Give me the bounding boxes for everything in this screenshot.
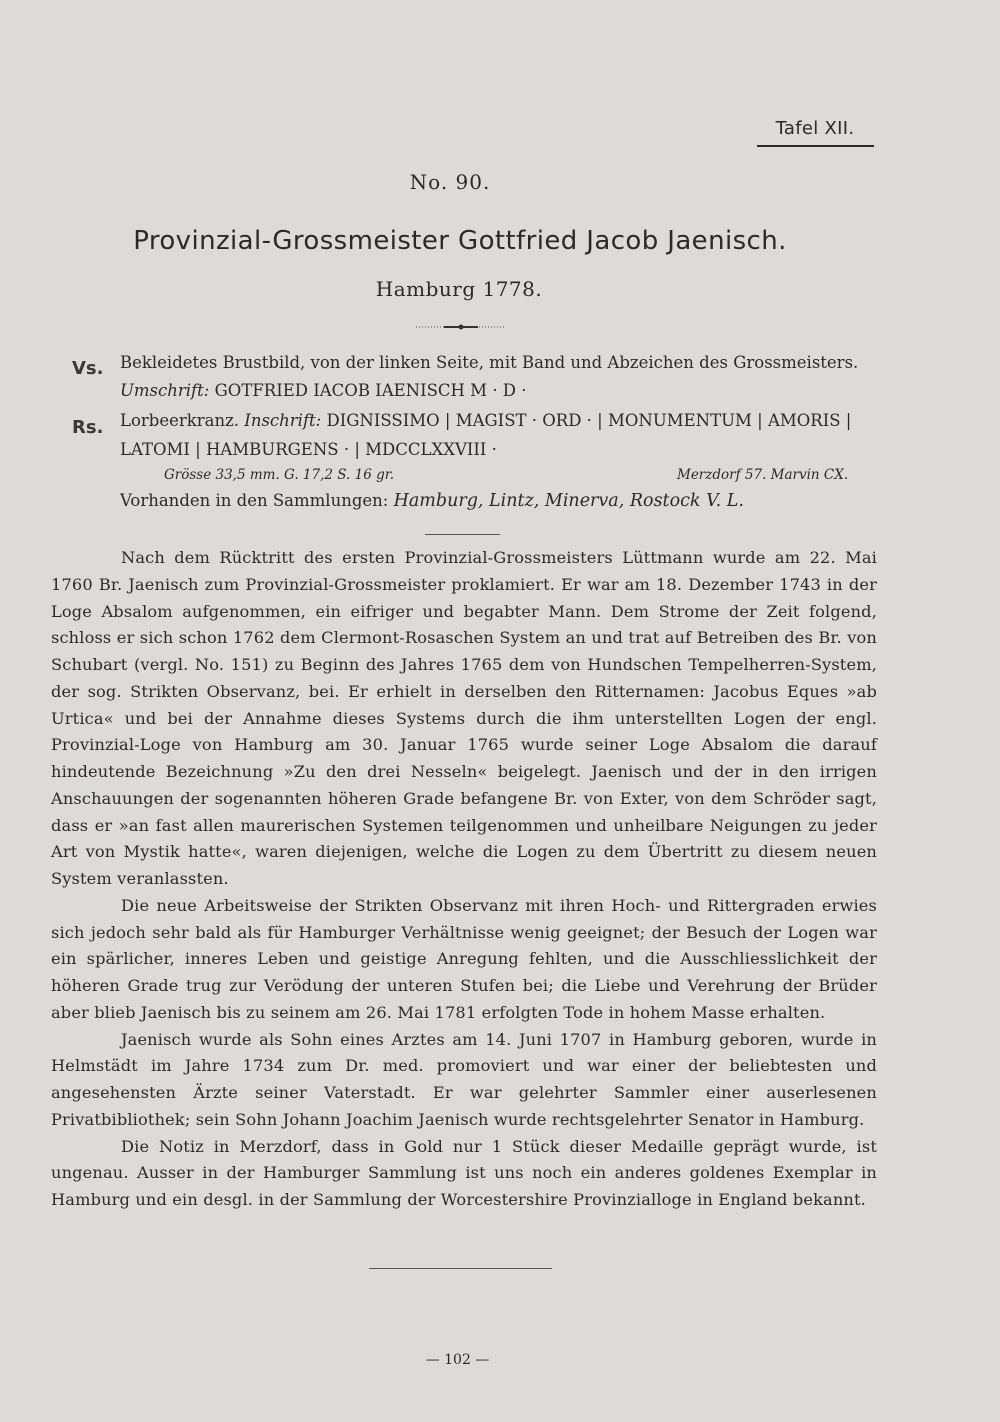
ornament-divider [416, 322, 506, 332]
reverse-label: Rs. [72, 417, 104, 438]
reverse-description: Lorbeerkranz. [120, 411, 240, 430]
section-divider [425, 534, 500, 535]
reverse-inscription-1: DIGNISSIMO | MAGIST · ORD · | MONUMENTUM | AMORIS | [326, 411, 852, 430]
page-title: Provinzial-Grossmeister Gottfried Jacob Jaenisch. [133, 226, 787, 256]
size-weight-line: Grösse 33,5 mm. G. 17,2 S. 16 gr. [164, 467, 394, 483]
catalog-number: No. 90. [409, 170, 491, 194]
reverse-inscription-2: LATOMI | HAMBURGENS · | MDCCLXXVIII · [120, 440, 497, 459]
references-line: Merzdorf 57. Marvin CX. [677, 467, 849, 483]
footer-divider [369, 1268, 552, 1269]
collections-label: Vorhanden in den Sammlungen: [120, 491, 389, 510]
collections-line [120, 491, 744, 511]
inscription-label: Umschrift: [120, 381, 210, 400]
reverse-description-line [120, 411, 851, 430]
plate-label: Tafel XII. [775, 118, 855, 139]
body-text [51, 545, 877, 1214]
obverse-inscription: GOTFRIED IACOB IAENISCH M · D · [214, 381, 527, 400]
place-year: Hamburg 1778. [375, 277, 543, 301]
obverse-description: Bekleidetes Brustbild, von der linken Seite, mit Band und Abzeichen des Grossmeisters. [120, 353, 859, 372]
paragraph: Nach dem Rücktritt des ersten Provinzial-Grossmeisters Lüttmann wurde am 22. Mai 1760 Br. Jaenisch zum Provinzial-Grossmeister proklamiert. Er war am 18. Dezember 1743 in der Loge Absalom aufgenommen, ein eifriger und begabter Mann. Dem Strome der Zeit folgend, schloss er sich schon 1762 dem Clermont-Rosaschen System an und trat auf Betreiben des Br. von Schubart (vergl. No. 151) zu Beginn des Jahres 1765 dem von Hundschen Tempelherren-System, der sog. Strikten Observanz, bei. Er erhielt in derselben den Ritternamen: Jacobus Eques »ab Urtica« und bei der Annahme dieses Systems durch die ihm unterstellten Logen der engl. Provinzial-Loge von Hamburg am 30. Januar 1765 wurde seiner Loge Absalom die darauf hindeutende Bezeichnung »Zu den drei Nesseln« beigelegt. Jaenisch und der in den irrigen Anschauungen der sogenannten höheren Grade befangene Br. von Exter, von dem Schröder sagt, dass er »an fast allen maurerischen Systemen teilgenommen und unheilbare Neigungen zu jeder Art von Mystik hatte«, waren diejenigen, welche die Logen zu dem Übertritt zu diesem neuen System veranlassten. [51, 548, 877, 888]
inscription-label: Inschrift: [244, 411, 322, 430]
obverse-inscription-line [120, 381, 527, 400]
obverse-label: Vs. [72, 358, 104, 379]
paragraph: Die Notiz in Merzdorf, dass in Gold nur 1 Stück dieser Medaille geprägt wurde, ist ungenau. Ausser in der Hamburger Sammlung ist uns noch ein anderes goldenes Exemplar in Hamburg und ein desgl. in der Sammlung der Worcestershire Provinzialloge in England bekannt. [51, 1136, 877, 1209]
collections-list: Hamburg, Lintz, Minerva, Rostock V. L. [393, 491, 744, 511]
paragraph: Die neue Arbeitsweise der Strikten Observanz mit ihren Hoch- und Rittergraden erwies sich jedoch sehr bald als für Hamburger Verhältnisse wenig geeignet; der Besuch der Logen war ein spärlicher, inneres Leben und geistige Anregung fehlten, und die Ausschliesslichkeit der höheren Grade trug zur Verödung der unteren Stufen bei; die Liebe und Verehrung der Brüder aber blieb Jaenisch bis zu seinem am 26. Mai 1781 erfolgten Tode in hohem Masse erhalten. [51, 895, 877, 1022]
page-number: — 102 — [425, 1352, 490, 1368]
paragraph: Jaenisch wurde als Sohn eines Arztes am 14. Juni 1707 in Hamburg geboren, wurde in Helmstädt im Jahre 1734 zum Dr. med. promoviert und war einer der beliebtesten und angesehensten Ärzte seiner Vaterstadt. Er war gelehrter Sammler einer auserlesenen Privatbibliothek; sein Sohn Johann Joachim Jaenisch wurde rechtsgelehrter Senator in Hamburg. [51, 1029, 877, 1129]
plate-underline [757, 145, 874, 147]
